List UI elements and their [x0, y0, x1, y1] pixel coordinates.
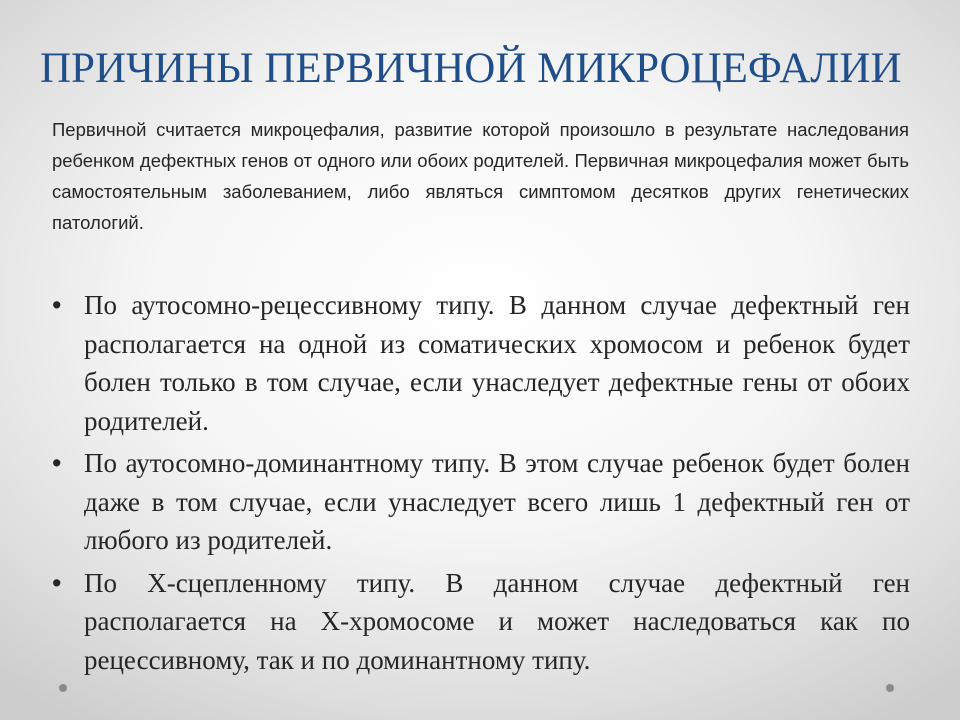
- bullet-dot-icon: •: [52, 448, 62, 478]
- bullet-dot-icon: •: [52, 567, 62, 598]
- bullet-text: По аутосомно-доминантному типу. В этом случае ребенок будет болен даже в том случае, если унаследует всего лишь 1 дефектный ген от любого из родителей.: [84, 448, 910, 555]
- bullet-list: [52, 286, 910, 683]
- corner-dot-right-icon: [886, 684, 894, 692]
- slide-title: ПРИЧИНЫ ПЕРВИЧНОЙ МИКРОЦЕФАЛИИ: [40, 45, 902, 92]
- bullet-item-autosomal-dominant: [52, 444, 910, 560]
- intro-paragraph: Первичной считается микроцефалия, развитие которой произошло в результате наследования ребенком дефектных генов от одного или обоих родителей. Первичная микроцефалия может быть самостоятельным заболеванием, либо являться симптомом десятков других генетических патологий.: [52, 119, 909, 233]
- bullet-item-autosomal-recessive: [52, 286, 910, 440]
- bullet-text: По аутосомно-рецессивному типу. В данном случае дефектный ген располагается на одной из соматических хромосом и ребенок будет болен только в том случае, если унаследует дефектные гены от обоих родителей.: [84, 290, 910, 436]
- bullet-text: По Х-сцепленному типу. В данном случае дефектный ген располагается на Х-хромосоме и может наследоваться как по рецессивному, так и по доминантному типу.: [84, 567, 910, 675]
- corner-dot-left-icon: [59, 684, 67, 692]
- bullet-dot-icon: •: [52, 290, 62, 320]
- bullet-item-x-linked: [52, 564, 910, 680]
